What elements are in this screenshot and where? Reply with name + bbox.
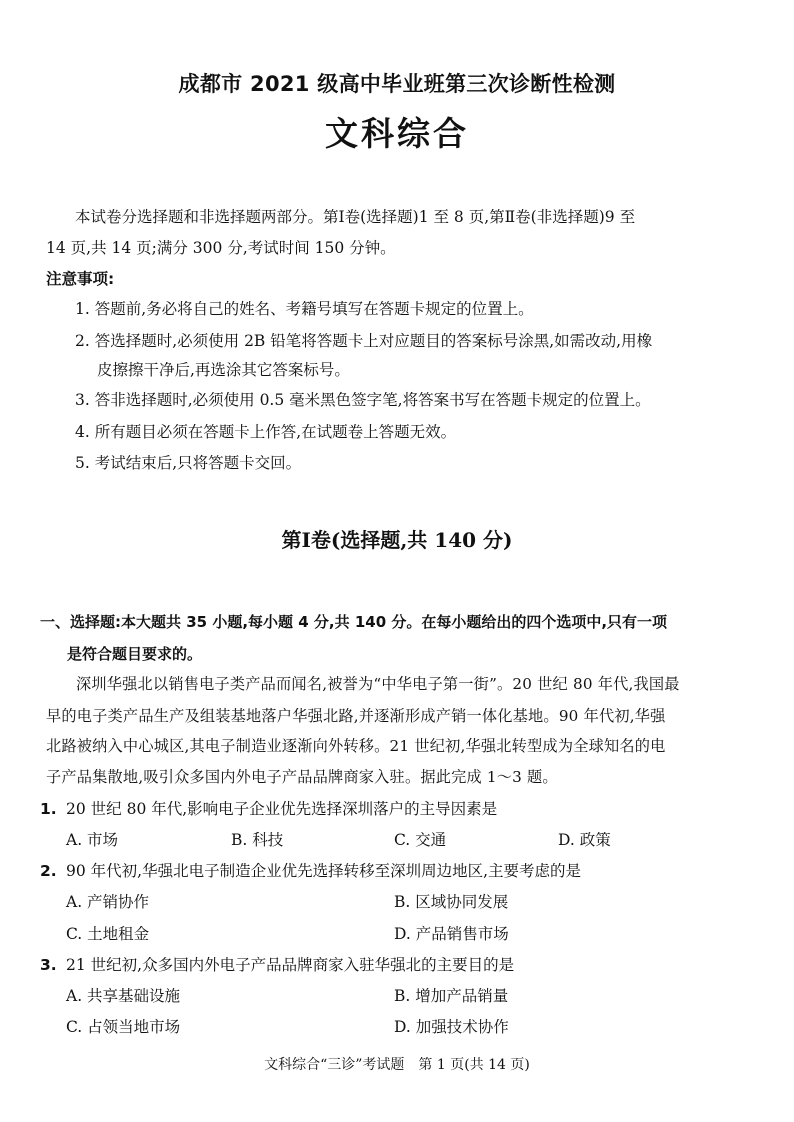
exam-title: 成都市 2021 级高中毕业班第三次诊断性检测 bbox=[178, 72, 616, 96]
notice-item: 5. 考试结束后,只将答题卡交回。 bbox=[75, 454, 302, 472]
intro-line-1: 本试卷分选择题和非选择题两部分。第Ⅰ卷(选择题)1 至 8 页,第Ⅱ卷(非选择题)9 至 bbox=[75, 208, 636, 226]
passage-line: 早的电子类产品生产及组装基地落户华强北路,并逐渐形成产销一体化基地。90 年代初,华强 bbox=[46, 707, 666, 725]
notice-item: 1. 答题前,务必将自己的姓名、考籍号填写在答题卡规定的位置上。 bbox=[75, 300, 534, 318]
section-heading: 一、选择题:本大题共 35 小题,每小题 4 分,共 140 分。在每小题给出的四个选项中,只有一项 bbox=[40, 613, 668, 631]
notice-item: 2. 答选择题时,必须使用 2B 铅笔将答题卡上对应题目的答案标号涂黑,如需改动,用橡 bbox=[75, 332, 653, 350]
notice-item: 皮擦擦干净后,再选涂其它答案标号。 bbox=[97, 361, 350, 379]
volume-title: 第Ⅰ卷(选择题,共 140 分) bbox=[281, 528, 513, 552]
question-number: 2. bbox=[40, 862, 57, 880]
option-c[interactable]: C. 占领当地市场 bbox=[66, 1018, 181, 1036]
option-b[interactable]: B. 科技 bbox=[231, 831, 284, 849]
notice-item: 4. 所有题目必须在答题卡上作答,在试题卷上答题无效。 bbox=[75, 423, 457, 441]
subject-title: 文科综合 bbox=[325, 114, 469, 153]
option-b[interactable]: B. 区域协同发展 bbox=[394, 893, 509, 911]
option-d[interactable]: D. 加强技术协作 bbox=[394, 1018, 509, 1036]
notice-item: 3. 答非选择题时,必须使用 0.5 毫米黑色签字笔,将答案书写在答题卡规定的位置上。 bbox=[75, 391, 651, 409]
page-footer: 文科综合“三诊”考试题 第 1 页(共 14 页) bbox=[264, 1057, 530, 1073]
option-a[interactable]: A. 产销协作 bbox=[66, 893, 150, 911]
section-heading-cont: 是符合题目要求的。 bbox=[67, 645, 203, 663]
question-stem: 21 世纪初,众多国内外电子产品品牌商家入驻华强北的主要目的是 bbox=[66, 956, 515, 974]
option-c[interactable]: C. 土地租金 bbox=[66, 925, 150, 943]
option-a[interactable]: A. 市场 bbox=[66, 831, 119, 849]
option-b[interactable]: B. 增加产品销量 bbox=[394, 987, 509, 1005]
question-stem: 20 世纪 80 年代,影响电子企业优先选择深圳落户的主导因素是 bbox=[66, 800, 498, 818]
option-a[interactable]: A. 共享基础设施 bbox=[66, 987, 181, 1005]
passage-line: 北路被纳入中心城区,其电子制造业逐渐向外转移。21 世纪初,华强北转型成为全球知名的电 bbox=[46, 737, 666, 755]
option-d[interactable]: D. 产品销售市场 bbox=[394, 925, 509, 943]
option-d[interactable]: D. 政策 bbox=[558, 831, 611, 849]
question-stem: 90 年代初,华强北电子制造企业优先选择转移至深圳周边地区,主要考虑的是 bbox=[66, 862, 582, 880]
notice-heading: 注意事项: bbox=[46, 270, 115, 288]
question-number: 3. bbox=[40, 956, 57, 974]
intro-line-2: 14 页,共 14 页;满分 300 分,考试时间 150 分钟。 bbox=[46, 239, 396, 257]
question-number: 1. bbox=[40, 800, 57, 818]
option-c[interactable]: C. 交通 bbox=[394, 831, 447, 849]
passage-line: 深圳华强北以销售电子类产品而闻名,被誉为“中华电子第一街”。20 世纪 80 年代,我国最 bbox=[76, 675, 680, 693]
passage-line: 子产品集散地,吸引众多国内外电子产品品牌商家入驻。据此完成 1～3 题。 bbox=[46, 768, 558, 786]
